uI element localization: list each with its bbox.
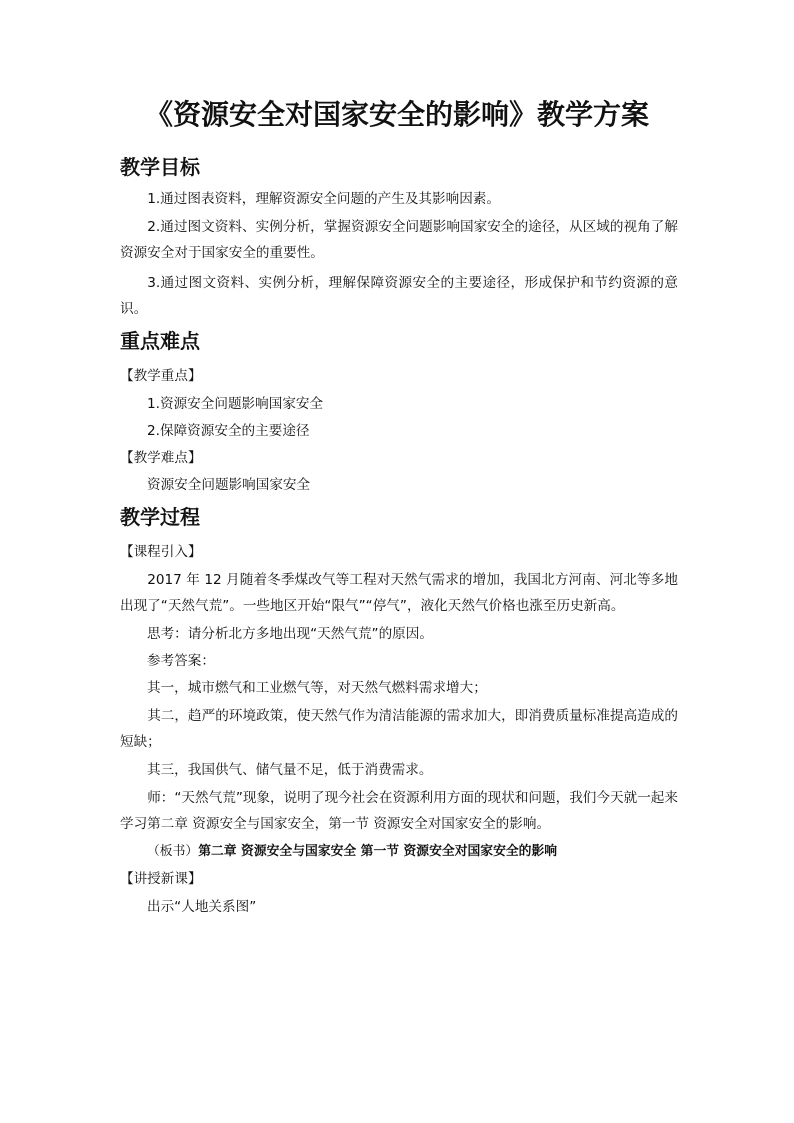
focus-item-1: 1.资源安全问题影响国家安全 [147,396,324,412]
think-text: 思考：请分析北方多地出现“天然气荒”的原因。 [147,626,433,642]
show-text: 出示“人地关系图” [147,899,257,915]
intro-label: 【课程引入】 [120,544,202,560]
answer-3: 其三，我国供气、储气量不足，低于消费需求。 [147,762,433,778]
focus-item-2: 2.保障资源安全的主要途径 [147,423,310,439]
difficulty-label: 【教学难点】 [120,450,202,466]
document-title: 《资源安全对国家安全的影响》教学方案 [144,98,649,131]
answer-1: 其一，城市燃气和工业燃气等，对天然气燃料需求增大； [147,680,487,696]
heading-goals: 教学目标 [120,155,200,179]
answer-label: 参考答案： [147,653,215,669]
lecture-label: 【讲授新课】 [120,871,202,887]
difficulty-text: 资源安全问题影响国家安全 [147,477,311,493]
board-line [147,839,557,865]
heading-key-points: 重点难点 [120,329,200,353]
goal-item-1: 1.通过图表资料，理解资源安全问题的产生及其影响因素。 [147,191,500,207]
heading-process: 教学过程 [120,505,200,529]
goal-item-3: 3.通过图文资料、实例分析，理解保障资源安全的主要途径，形成保护和节约资源的意识。 [120,275,678,317]
goal-item-2: 2.通过图文资料、实例分析，掌握资源安全问题影响国家安全的途径，从区域的视角了解资源安全对于国家安全的重要性。 [120,219,678,261]
answer-2: 其二，趋严的环境政策，使天然气作为清洁能源的需求加大，即消费质量标准提高造成的短缺； [120,708,678,750]
board-prefix: （板书） [147,844,199,859]
focus-label: 【教学重点】 [120,368,202,384]
teacher-text: 师：“天然气荒”现象，说明了现今社会在资源利用方面的现状和问题，我们今天就一起来学习第二章 资源安全与国家安全，第一节 资源安全对国家安全的影响。 [120,790,678,832]
board-text: 第二章 资源安全与国家安全 第一节 资源安全对国家安全的影响 [198,844,558,859]
intro-text: 2017 年 12 月随着冬季煤改气等工程对天然气需求的增加，我国北方河南、河北等多地出现了“天然气荒”。一些地区开始“限气”“停气”，液化天然气价格也涨至历史新高。 [120,572,678,614]
